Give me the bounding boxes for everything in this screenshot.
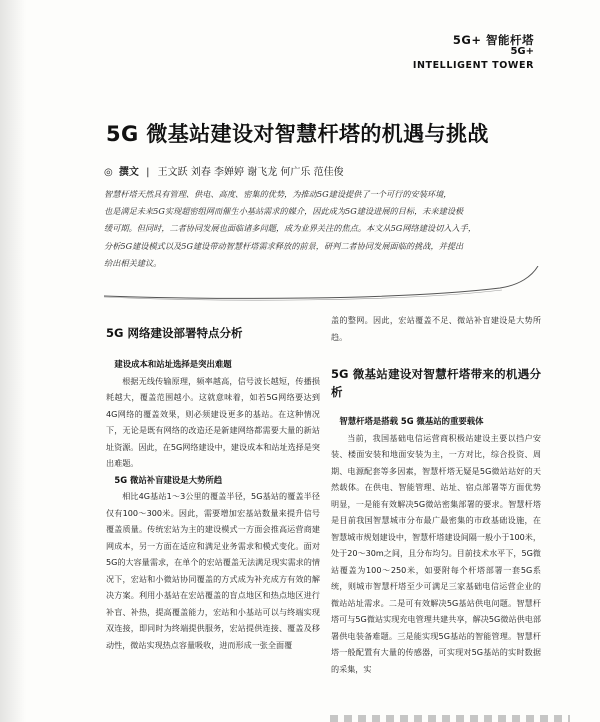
- column-tag-en: INTELLIGENT TOWER: [412, 60, 534, 71]
- byline-authors: 王文跃 刘春 李婵婷 谢飞龙 何广乐 范佳俊: [157, 167, 344, 178]
- paragraph-continued: 盖的整网。因此，宏站覆盖不足、微站补盲建设是大势所趋。: [331, 315, 541, 342]
- right-column: [331, 312, 541, 677]
- abstract-line: 给出相关建议。: [104, 257, 162, 268]
- sub-heading: 5G 微站补盲建设是大势所趋: [114, 474, 223, 485]
- abstract-line: 智慧杆塔天然具有管理、供电、高度、密集的优势，为推动5G建设提供了一个可行的安装环境，: [104, 189, 452, 199]
- page-bottom-edge: [330, 715, 570, 722]
- section-heading: 5G 微基站建设对智慧杆塔带来的机遇分析: [331, 367, 541, 399]
- column-tag-en-prefix: 5G+: [510, 46, 534, 57]
- abstract: [104, 186, 512, 272]
- byline-label: 撰文: [118, 167, 139, 178]
- page-fold-shadow: [0, 0, 26, 722]
- byline-mark-icon: ◎: [104, 167, 113, 178]
- paragraph: 根据无线传输原理，频率越高，信号波长越短，传播损耗越大，覆盖范围越小。这就意味着，如若5G网络要达到4G网络的覆盖效果，则必须建设更多的基站。在这种情况下，无论是既有网络的改造还是新建网络都需要大量的新站址资源。因此，在5G网络建设中，建设成本和站址选择是突出难题。: [106, 375, 320, 468]
- column-tag-cn: 5G+ 智能杆塔: [452, 33, 534, 47]
- section-heading: 5G 网络建设部署特点分析: [106, 326, 243, 340]
- paragraph: 相比4G基站1～3公里的覆盖半径，5G基站的覆盖半径仅有100～300米。因此，需要增加宏基站数量来提升信号覆盖质量。传统宏站为主的建设模式一方面会推高运营商建网成本，另一方面在适应和满足业务需求和模式变化。面对5G的大容量需求，在单个的宏站覆盖无法满足现实需求的情况下，宏站和小微站协同覆盖的方式成为补充成方有效的解决方案。利用小基站在宏站覆盖的盲点地区和热点地区进行补盲、补热，提高覆盖能力，宏站和小基站可以与终端实现双连接，即同时为终端提供服务，宏站提供连接、覆盖及移动性，微站实现热点容量吸收，进而形成一张全面覆: [106, 491, 320, 650]
- decorative-swoosh: [100, 266, 540, 306]
- byline: [104, 163, 344, 178]
- sub-heading: 智慧杆塔是搭载 5G 微基站的重要载体: [339, 416, 484, 426]
- paragraph: 当前，我国基础电信运营商积极站建设主要以挡户安装、楼面安装和地面安装为主，一方对比，综合投资、周期、电源配套等多因素，智慧杆塔无疑是5G微站站好的天然载体。在供电、智能管理、站址、宿点部署等方面优势明显，一是能有效解决5G微站密集部署的要求。智慧杆塔是目前我国智慧城市分布最广最密集的市政基础设施，在智慧城市规划建设中，智慧杆塔建设间隔一般小于100米，处于20～30m之间，且分布均匀。目前技术水平下，5G微站覆盖为100～250米，如要附每个杆塔部署一套5G系统，则城市智慧杆塔至少可满足三家基础电信运营企业的微站站址需求。二是可有效解决5G基站供电问题。智慧杆塔可与5G微站实现充电管理共建共享，解决5G微站供电部署供电装备难题。三是能实现5G基站的智能管理。智慧杆塔一般配置有大量的传感器，可实现对5G基站的实时数据的采集，实: [331, 432, 541, 674]
- abstract-line: 缓可期。但同时，二者协同发展也面临诸多问题，成为业界关注的焦点。本文从5G网络建设切入入手，: [104, 223, 477, 234]
- article-title: 5G 微基站建设对智慧杆塔的机遇与挑战: [106, 122, 489, 146]
- byline-separator: |: [146, 167, 150, 178]
- sub-heading: 建设成本和站址选择是突出难题: [114, 359, 232, 369]
- abstract-line: 分析5G建设模式以及5G建设带动智慧杆塔需求释放的前景，研判二者协同发展面临的挑战，并提出: [104, 240, 464, 251]
- left-column: [106, 314, 320, 653]
- abstract-line: 也是满足未来5G实现超密组网而催生小基站需求的媒介，因此成为5G建设进展的目标，未来建设极: [104, 206, 464, 217]
